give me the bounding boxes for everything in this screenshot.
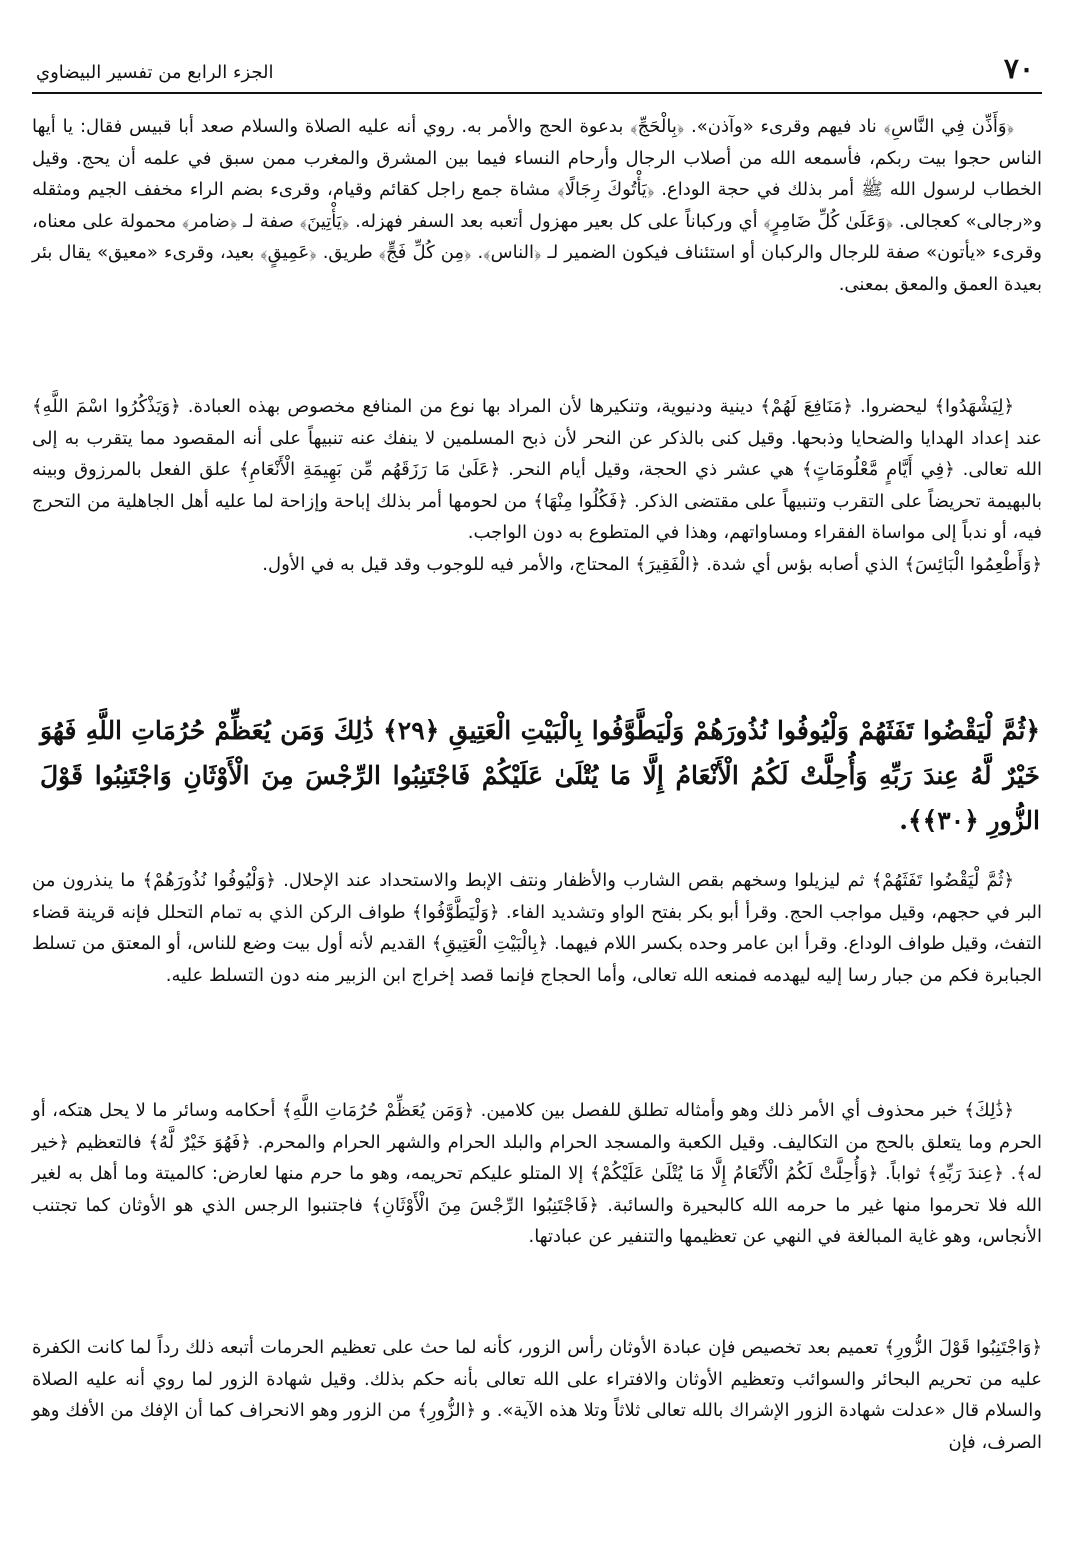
paragraph: ﴿ثُمَّ لْيَقْضُوا تَفَثَهُمْ﴾ ثم ليزيلوا وسخهم بقص الشارب والأظفار ونتف الإبط والاستحداد عند الإحلال. ﴿وَلْيُوفُوا نُذُورَهُمْ﴾ ما ينذرون من البر في حجهم، وقيل مواجب الحج. وقرأ أبو بكر بفتح الواو وتشديد الفاء. ﴿وَلْيَطَّوَّفُوا﴾ طواف الركن الذي به تمام التحلل فإنه قرينة قضاء التفث، وقيل طواف الوداع. وقرأ ابن عامر وحده بكسر اللام فيهما. ﴿بِالْبَيْتِ الْعَتِيقِ﴾ القديم لأنه أول بيت وضع للناس، أو المعتق من تسلط الجبابرة فكم من جبار رسا إليه ليهدمه فمنعه الله تعالى، وأما الحجاج فإنما قصد إخراج ابن الزبير منه دون التسلط عليه. <box>32 870 1042 986</box>
commentary-section-4 <box>32 1095 1042 1253</box>
running-title: الجزء الرابع من تفسير البيضاوي <box>36 62 274 83</box>
paragraph: ﴿وَاجْتَنِبُوا قَوْلَ الزُّورِ﴾ تعميم بعد تخصيص فإن عبادة الأوثان رأس الزور، كأنه لما حث على تعظيم الحرمات أتبعه ذلك رداً لما كانت الكفرة عليه من تحريم البحائر والسوائب وتعظيم الأوثان والافتراء على الله تعالى بأنه حكم بذلك. وقيل شهادة الزور لما روي أنه عليه الصلاة والسلام قال «عدلت شهادة الزور الإشراك بالله تعالى ثلاثاً وتلا هذه الآية». و ﴿الزُّورِ﴾ من الزور وهو الانحراف كما أن الإفك من الأفك وهو الصرف، فإن <box>32 1337 1042 1453</box>
verse-text: ﴿ثُمَّ لْيَقْضُوا تَفَثَهُمْ وَلْيُوفُوا نُذُورَهُمْ وَلْيَطَّوَّفُوا بِالْبَيْتِ الْعَتِيقِ ﴿٢٩﴾ ذَٰلِكَ وَمَن يُعَظِّمْ حُرُمَاتِ اللَّهِ فَهُوَ خَيْرٌ لَّهُ عِندَ رَبِّهِ وَأُحِلَّتْ لَكُمُ الْأَنْعَامُ إِلَّا مَا يُتْلَىٰ عَلَيْكُمْ فَاجْتَنِبُوا الرِّجْسَ مِنَ الْأَوْثَانِ وَاجْتَنِبُوا قَوْلَ الزُّورِ ﴿٣٠﴾﴾. <box>40 716 1040 835</box>
paragraph: ﴿لِيَشْهَدُوا﴾ ليحضروا. ﴿مَنَافِعَ لَهُمْ﴾ دينية ودنيوية، وتنكيرها لأن المراد بها نوع من المنافع مخصوص بهذه العبادة. ﴿وَيَذْكُرُوا اسْمَ اللَّهِ﴾ عند إعداد الهدايا والضحايا وذبحها. وقيل كنى بالذكر عن النحر لأن ذبح المسلمين لا ينفك عنه تنبيهاً على أنه المقصود مما يتقرب به إلى الله تعالى. ﴿فِي أَيَّامٍ مَّعْلُومَاتٍ﴾ هي عشر ذي الحجة، وقيل أيام النحر. ﴿عَلَىٰ مَا رَزَقَهُم مِّن بَهِيمَةِ الْأَنْعَامِ﴾ علق الفعل بالمرزوق وبينه بالبهيمة تحريضاً على التقرب وتنبيهاً على مقتضى الذكر. ﴿فَكُلُوا مِنْهَا﴾ من لحومها أمر بذلك إباحة وإزاحة لما عليه أهل الجاهلية من التحرج فيه، أو ندباً إلى مواساة الفقراء ومساواتهم، وهذا في المتطوع به دون الواجب. <box>32 396 1042 543</box>
commentary-section-3 <box>32 865 1042 991</box>
paragraph: ﴿وَأَذِّن فِي النَّاسِ﴾ ناد فيهم وقرىء «وآذن». ﴿بِالْحَجِّ﴾ بدعوة الحج والأمر به. روي أنه عليه الصلاة والسلام صعد أبا قبيس فقال: يا أيها الناس حجوا بيت ربكم، فأسمعه الله من أصلاب الرجال وأرحام النساء فيما بين المشرق والمغرب ممن سبق في علمه أن يحج. وقيل الخطاب لرسول الله ﷺ أمر بذلك في حجة الوداع. ﴿يَأْتُوكَ رِجَالًا﴾ مشاة جمع راجل كقائم وقيام، وقرىء بضم الراء مخفف الجيم ومثقله و«رجالى» كعجالى. ﴿وَعَلَىٰ كُلِّ ضَامِرٍ﴾ أي وركباناً على كل بعير مهزول أتعبه بعد السفر فهزله. ﴿يَأْتِينَ﴾ صفة لـ ﴿ضامر﴾ محمولة على معناه، وقرىء «يأتون» صفة للرجال والركبان أو استئناف فيكون الضمير لـ ﴿الناس﴾. ﴿مِن كُلِّ فَجٍّ﴾ طريق. ﴿عَمِيقٍ﴾ بعيد، وقرىء «معيق» يقال بئر بعيدة العمق والمعق بمعنى. <box>32 116 1042 295</box>
commentary-section-5 <box>32 1332 1042 1458</box>
paragraph: ﴿وَأَطْعِمُوا الْبَائِسَ﴾ الذي أصابه بؤس أي شدة. ﴿الْفَقِيرَ﴾ المحتاج، والأمر فيه للوجوب وقد قيل به في الأول. <box>262 553 1042 575</box>
commentary-section-1 <box>32 111 1042 300</box>
page-header <box>32 52 1042 94</box>
page-number: ٧٠ <box>1003 52 1034 85</box>
commentary-section-2 <box>32 391 1042 580</box>
paragraph: ﴿ذَٰلِكَ﴾ خبر محذوف أي الأمر ذلك وهو وأمثاله تطلق للفصل بين كلامين. ﴿وَمَن يُعَظِّمْ حُرُمَاتِ اللَّهِ﴾ أحكامه وسائر ما لا يحل هتكه، أو الحرم وما يتعلق بالحج من التكاليف. وقيل الكعبة والمسجد الحرام والبلد الحرام والشهر الحرام والمحرم. ﴿فَهُوَ خَيْرٌ لَّهُ﴾ فالتعظيم ﴿خير له﴾. ﴿عِندَ رَبِّهِ﴾ ثواباً. ﴿وَأُحِلَّتْ لَكُمُ الْأَنْعَامُ إِلَّا مَا يُتْلَىٰ عَلَيْكُمْ﴾ إلا المتلو عليكم تحريمه، وهو ما حرم منها لعارض: كالميتة وما أهل به لغير الله فلا تحرموا منها غير ما حرمه الله كالبحيرة والسائبة. ﴿فَاجْتَنِبُوا الرِّجْسَ مِنَ الْأَوْثَانِ﴾ فاجتنبوا الرجس الذي هو الأوثان كما تجتنب الأنجاس، وهو غاية المبالغة في النهي عن تعظيمها والتنفير عن عبادتها. <box>32 1100 1042 1247</box>
quran-verse-block <box>40 708 1040 843</box>
